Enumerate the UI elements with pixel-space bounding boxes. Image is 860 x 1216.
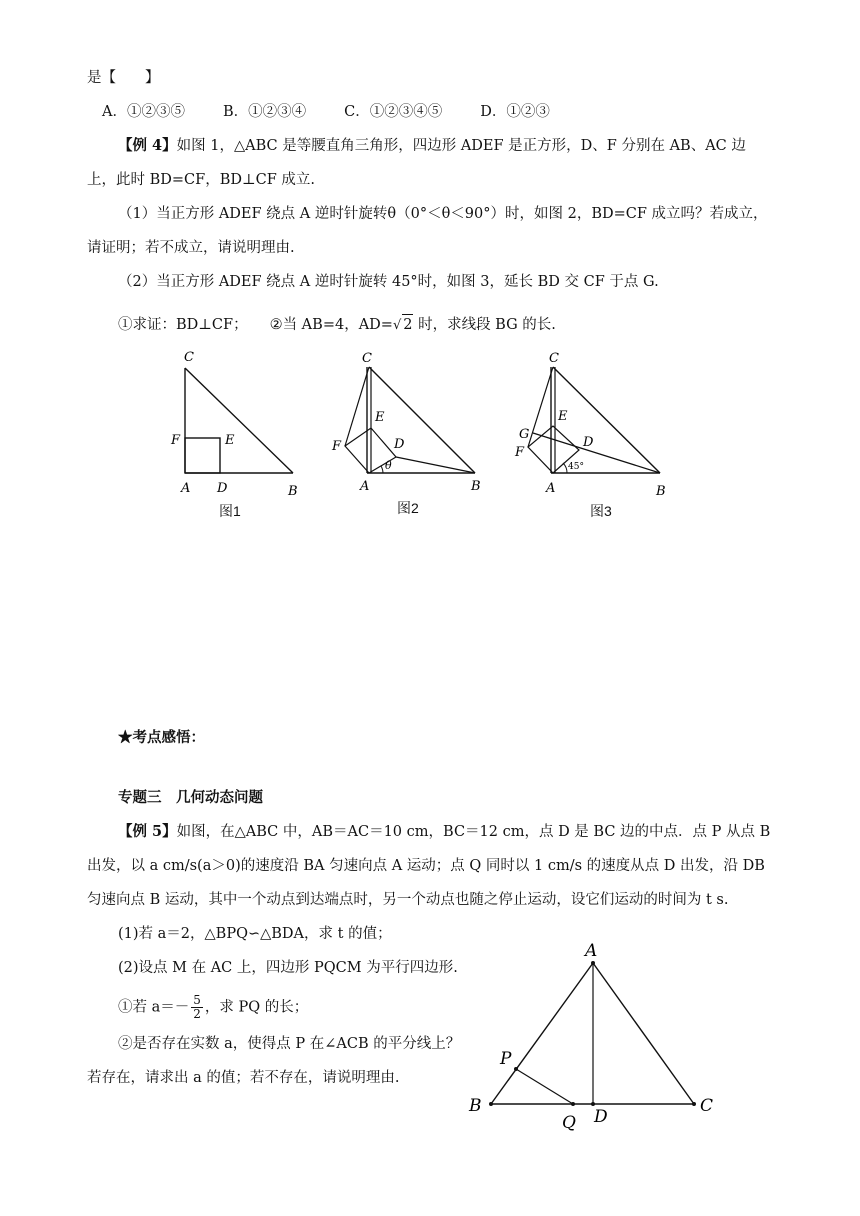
- caption-fig1: 图1: [219, 503, 241, 519]
- fig1-label-f: F: [171, 433, 181, 448]
- example4-line1: [118, 136, 746, 156]
- fig5-label-a: A: [585, 941, 598, 961]
- example4-part3: ①求证：BD⊥CF； ②当 AB=4，AD=√ 2 时，求线段 BG 的长.: [118, 314, 556, 336]
- example5-q2a-post: ，求 PQ 的长；: [204, 999, 309, 1016]
- example5-q2a-pre: ①若 a＝－: [118, 999, 190, 1016]
- fig1-label-c: C: [184, 350, 194, 365]
- option-c: C．①②③④⑤: [344, 104, 443, 120]
- example5-q2b: ②是否存在实数 a，使得点 P 在∠ACB 的平分线上？: [118, 1036, 461, 1052]
- fig3-label-a: A: [546, 481, 556, 496]
- fig5-label-b: B: [469, 1096, 482, 1116]
- question-end: 是【 】: [87, 70, 160, 86]
- fig2-label-a: A: [360, 479, 370, 494]
- example4-text1: 如图 1，△ABC 是等腰直角三角形，四边形 ADEF 是正方形，D、F 分别在 AB、AC 边: [176, 138, 746, 154]
- fig1-label-b: B: [288, 484, 298, 499]
- fig3-label-g: G: [519, 427, 530, 442]
- fig3-label-d: D: [583, 435, 594, 450]
- option-b: B．①②③④: [222, 104, 307, 120]
- example5-tag: 【例 5】: [118, 823, 177, 840]
- fig5-label-c: C: [700, 1096, 714, 1116]
- answer-options: [102, 102, 588, 122]
- example4-part1a: （1）当正方形 ADEF 绕点 A 逆时针旋转θ（0°＜θ＜90°）时，如图 2，BD=CF 成立吗？若成立，: [118, 206, 768, 222]
- fig3-label-f: F: [515, 445, 525, 460]
- insight-heading: ★考点感悟：: [118, 729, 205, 746]
- fraction-numerator: 5: [193, 993, 201, 1007]
- fig5-label-q: Q: [562, 1113, 576, 1133]
- option-d: D．①②③: [480, 104, 550, 120]
- fraction-denominator: 2: [193, 1007, 201, 1021]
- example5-q2: (2)设点 M 在 AC 上，四边形 PQCM 为平行四边形.: [118, 960, 458, 976]
- fig1-label-e: E: [225, 433, 235, 448]
- fig1-label-a: A: [181, 481, 191, 496]
- sqrt-two: 2: [402, 314, 413, 335]
- fig1-label-d: D: [217, 481, 228, 496]
- fig5-label-p: P: [500, 1049, 512, 1069]
- example4-part2: （2）当正方形 ADEF 绕点 A 逆时针旋转 45°时，如图 3，延长 BD 交 CF 于点 G.: [118, 274, 659, 290]
- figure-example5: [460, 938, 730, 1138]
- example5-q2c: 若存在，请求出 a 的值；若不存在，请说明理由.: [87, 1070, 400, 1086]
- fig2-label-f: F: [332, 439, 342, 454]
- example5-q1: (1)若 a＝2，△BPQ∽△BDA，求 t 的值；: [118, 926, 392, 942]
- example4-part3b: ②当 AB=4，AD=: [269, 317, 393, 333]
- example5-line2: 出发，以 a cm/s(a＞0)的速度沿 BA 匀速向点 A 运动；点 Q 同时以 1 cm/s 的速度从点 D 出发，沿 DB: [87, 858, 765, 874]
- fig5-label-d: D: [594, 1107, 608, 1127]
- fig2-theta: θ: [385, 459, 392, 472]
- example4-tag: 【例 4】: [118, 137, 177, 154]
- example4-line2: 上，此时 BD=CF，BD⊥CF 成立.: [87, 172, 315, 188]
- example4-part1b: 请证明；若不成立，请说明理由.: [87, 240, 295, 256]
- fig2-label-e: E: [375, 410, 385, 425]
- topic3-heading: 专题三 几何动态问题: [118, 789, 263, 806]
- figure-2: [325, 340, 495, 500]
- fig3-label-e: E: [558, 409, 568, 424]
- example5-line3: 匀速向点 B 运动，其中一个动点到达端点时，另一个动点也随之停止运动，设它们运动的时间为 t s.: [87, 892, 729, 908]
- caption-fig3: 图3: [590, 503, 612, 519]
- example5-line1: [118, 822, 770, 842]
- example5-q2a: [118, 994, 308, 1021]
- example4-part3a: ①求证：BD⊥CF；: [118, 317, 248, 333]
- caption-fig2: 图2: [397, 500, 419, 516]
- fig3-label-c: C: [549, 351, 559, 366]
- figure-1: [160, 340, 320, 500]
- fraction-five-halves: [191, 994, 203, 1021]
- fig2-label-b: B: [471, 479, 481, 494]
- fig2-label-d: D: [394, 437, 405, 452]
- fig2-label-c: C: [362, 351, 372, 366]
- fig3-angle-45: 45°: [568, 462, 584, 472]
- option-a: A．①②③⑤: [102, 104, 185, 120]
- figure-3: [505, 340, 675, 505]
- example5-text1: 如图，在△ABC 中，AB＝AC＝10 cm，BC＝12 cm，点 D 是 BC 边的中点．点 P 从点 B: [176, 824, 771, 840]
- example4-part3d: 时，求线段 BG 的长.: [413, 317, 556, 333]
- fig3-label-b: B: [656, 484, 666, 499]
